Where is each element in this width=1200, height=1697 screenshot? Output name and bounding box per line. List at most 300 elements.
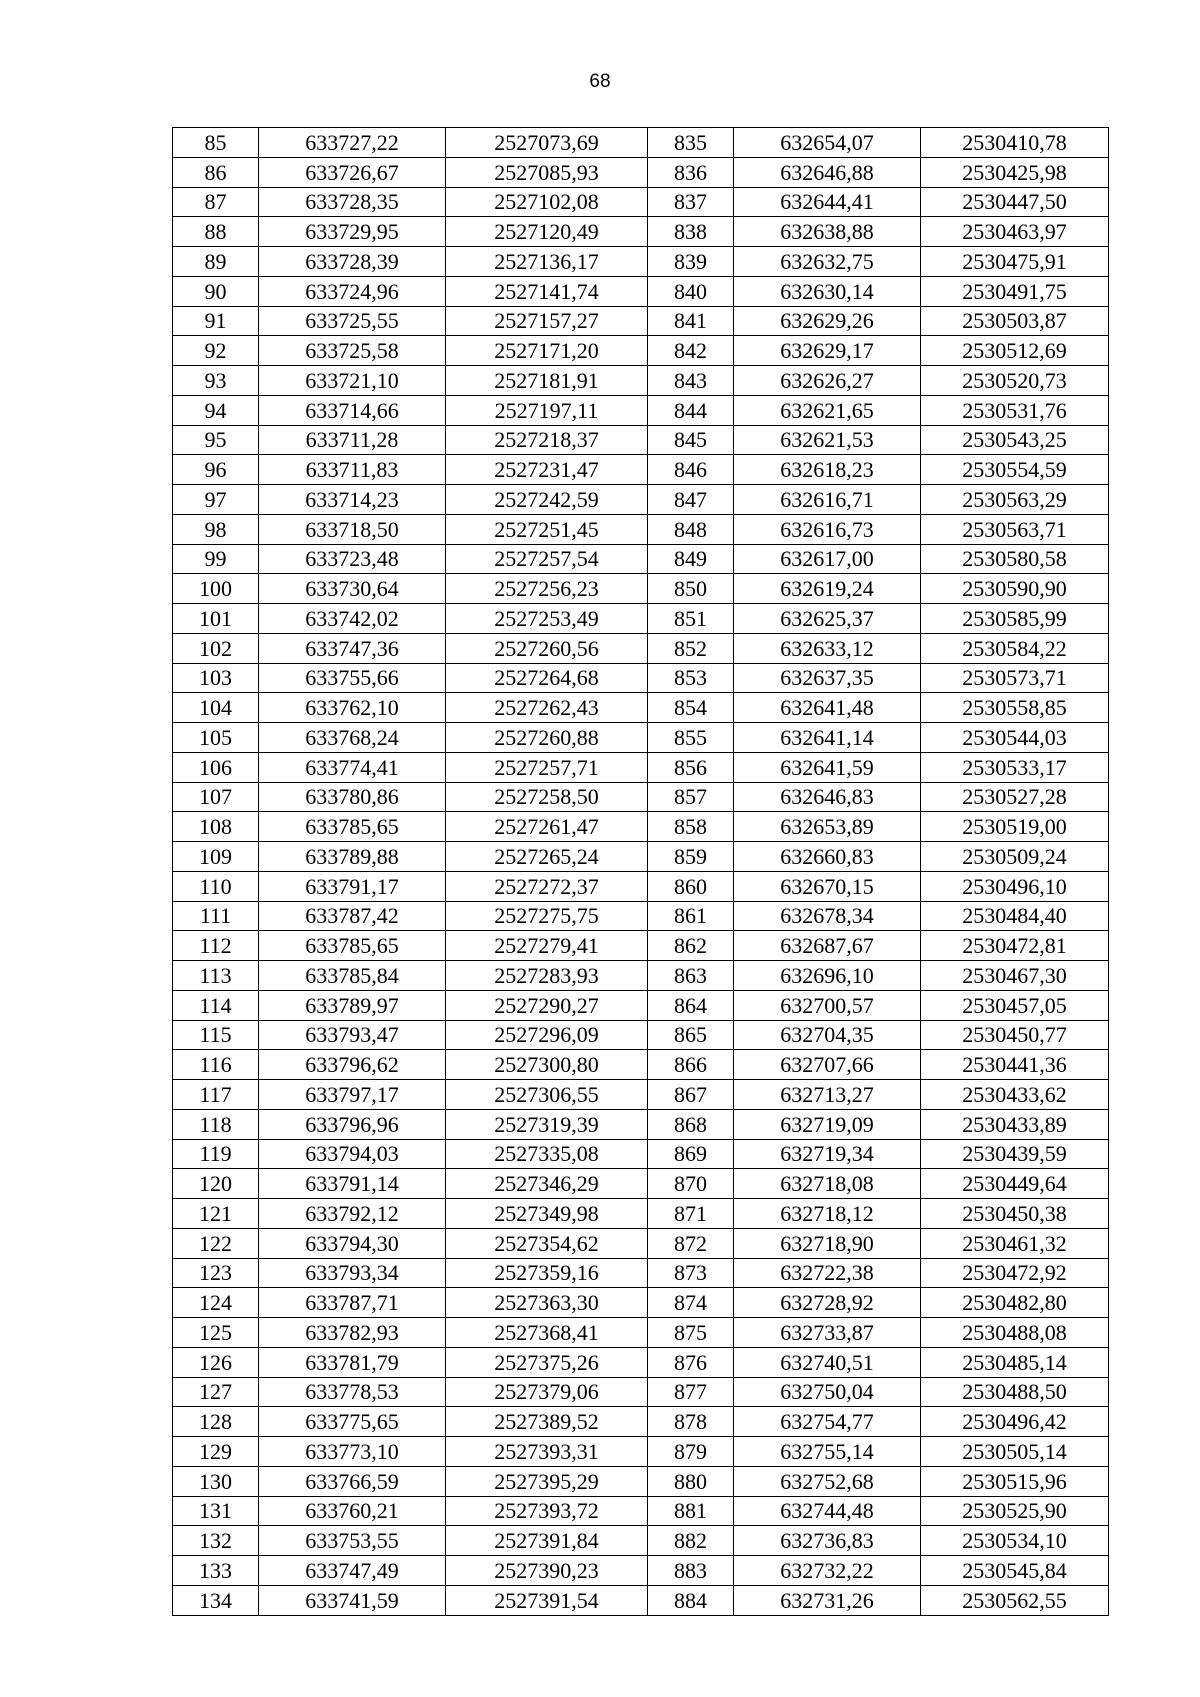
- point-number-cell: 876: [648, 1347, 734, 1377]
- x-coordinate-cell: 632719,09: [734, 1109, 921, 1139]
- y-coordinate-cell: 2530482,80: [921, 1288, 1109, 1318]
- x-coordinate-cell: 632687,67: [734, 931, 921, 961]
- table-row: [173, 276, 1109, 306]
- x-coordinate-cell: 633728,35: [259, 187, 446, 217]
- x-coordinate-cell: 632670,15: [734, 871, 921, 901]
- x-coordinate-cell: 632719,34: [734, 1139, 921, 1169]
- x-coordinate-cell: 633791,17: [259, 871, 446, 901]
- y-coordinate-cell: 2527379,06: [446, 1377, 648, 1407]
- y-coordinate-cell: 2530484,40: [921, 901, 1109, 931]
- x-coordinate-cell: 632696,10: [734, 961, 921, 991]
- x-coordinate-cell: 633789,97: [259, 990, 446, 1020]
- point-number-cell: 125: [173, 1318, 259, 1348]
- point-number-cell: 100: [173, 574, 259, 604]
- y-coordinate-cell: 2527265,24: [446, 842, 648, 872]
- point-number-cell: 105: [173, 723, 259, 753]
- x-coordinate-cell: 632678,34: [734, 901, 921, 931]
- y-coordinate-cell: 2530472,92: [921, 1258, 1109, 1288]
- y-coordinate-cell: 2527319,39: [446, 1109, 648, 1139]
- y-coordinate-cell: 2530563,71: [921, 514, 1109, 544]
- y-coordinate-cell: 2530584,22: [921, 633, 1109, 663]
- y-coordinate-cell: 2527300,80: [446, 1050, 648, 1080]
- y-coordinate-cell: 2527260,88: [446, 723, 648, 753]
- x-coordinate-cell: 632733,87: [734, 1318, 921, 1348]
- x-coordinate-cell: 633718,50: [259, 514, 446, 544]
- x-coordinate-cell: 633793,34: [259, 1258, 446, 1288]
- y-coordinate-cell: 2527260,56: [446, 633, 648, 663]
- x-coordinate-cell: 633753,55: [259, 1526, 446, 1556]
- table-row: [173, 604, 1109, 634]
- y-coordinate-cell: 2530512,69: [921, 336, 1109, 366]
- x-coordinate-cell: 632632,75: [734, 247, 921, 277]
- y-coordinate-cell: 2527393,72: [446, 1496, 648, 1526]
- table-row: [173, 485, 1109, 515]
- point-number-cell: 867: [648, 1080, 734, 1110]
- x-coordinate-cell: 633785,84: [259, 961, 446, 991]
- x-coordinate-cell: 632707,66: [734, 1050, 921, 1080]
- point-number-cell: 85: [173, 128, 259, 158]
- point-number-cell: 836: [648, 157, 734, 187]
- table-row: [173, 1020, 1109, 1050]
- table-row: [173, 812, 1109, 842]
- point-number-cell: 845: [648, 425, 734, 455]
- point-number-cell: 104: [173, 693, 259, 723]
- x-coordinate-cell: 632660,83: [734, 842, 921, 872]
- y-coordinate-cell: 2527141,74: [446, 276, 648, 306]
- x-coordinate-cell: 632752,68: [734, 1466, 921, 1496]
- point-number-cell: 95: [173, 425, 259, 455]
- x-coordinate-cell: 632644,41: [734, 187, 921, 217]
- point-number-cell: 857: [648, 782, 734, 812]
- x-coordinate-cell: 633755,66: [259, 663, 446, 693]
- x-coordinate-cell: 633727,22: [259, 128, 446, 158]
- point-number-cell: 115: [173, 1020, 259, 1050]
- y-coordinate-cell: 2527253,49: [446, 604, 648, 634]
- point-number-cell: 838: [648, 217, 734, 247]
- y-coordinate-cell: 2530441,36: [921, 1050, 1109, 1080]
- y-coordinate-cell: 2527346,29: [446, 1169, 648, 1199]
- x-coordinate-cell: 632619,24: [734, 574, 921, 604]
- y-coordinate-cell: 2530544,03: [921, 723, 1109, 753]
- point-number-cell: 94: [173, 395, 259, 425]
- x-coordinate-cell: 633785,65: [259, 931, 446, 961]
- page-number: 68: [589, 71, 611, 92]
- table-row: [173, 1139, 1109, 1169]
- point-number-cell: 92: [173, 336, 259, 366]
- x-coordinate-cell: 633724,96: [259, 276, 446, 306]
- y-coordinate-cell: 2527251,45: [446, 514, 648, 544]
- y-coordinate-cell: 2530485,14: [921, 1347, 1109, 1377]
- y-coordinate-cell: 2530472,81: [921, 931, 1109, 961]
- point-number-cell: 844: [648, 395, 734, 425]
- y-coordinate-cell: 2530558,85: [921, 693, 1109, 723]
- point-number-cell: 840: [648, 276, 734, 306]
- point-number-cell: 859: [648, 842, 734, 872]
- point-number-cell: 856: [648, 752, 734, 782]
- point-number-cell: 864: [648, 990, 734, 1020]
- y-coordinate-cell: 2527197,11: [446, 395, 648, 425]
- point-number-cell: 111: [173, 901, 259, 931]
- table-row: [173, 633, 1109, 663]
- x-coordinate-cell: 632638,88: [734, 217, 921, 247]
- table-row: [173, 1050, 1109, 1080]
- point-number-cell: 132: [173, 1526, 259, 1556]
- x-coordinate-cell: 633778,53: [259, 1377, 446, 1407]
- x-coordinate-cell: 632626,27: [734, 366, 921, 396]
- x-coordinate-cell: 632718,12: [734, 1199, 921, 1229]
- x-coordinate-cell: 633780,86: [259, 782, 446, 812]
- table-row: [173, 1407, 1109, 1437]
- point-number-cell: 854: [648, 693, 734, 723]
- x-coordinate-cell: 633726,67: [259, 157, 446, 187]
- x-coordinate-cell: 632629,26: [734, 306, 921, 336]
- x-coordinate-cell: 632637,35: [734, 663, 921, 693]
- point-number-cell: 126: [173, 1347, 259, 1377]
- x-coordinate-cell: 632616,73: [734, 514, 921, 544]
- point-number-cell: 848: [648, 514, 734, 544]
- point-number-cell: 846: [648, 455, 734, 485]
- y-coordinate-cell: 2530475,91: [921, 247, 1109, 277]
- table-row: [173, 1080, 1109, 1110]
- table-row: [173, 1526, 1109, 1556]
- point-number-cell: 106: [173, 752, 259, 782]
- y-coordinate-cell: 2530491,75: [921, 276, 1109, 306]
- coordinates-table-body: [173, 128, 1109, 1616]
- point-number-cell: 109: [173, 842, 259, 872]
- x-coordinate-cell: 633797,17: [259, 1080, 446, 1110]
- point-number-cell: 93: [173, 366, 259, 396]
- table-row: [173, 366, 1109, 396]
- point-number-cell: 880: [648, 1466, 734, 1496]
- y-coordinate-cell: 2530533,17: [921, 752, 1109, 782]
- point-number-cell: 839: [648, 247, 734, 277]
- y-coordinate-cell: 2530534,10: [921, 1526, 1109, 1556]
- point-number-cell: 866: [648, 1050, 734, 1080]
- y-coordinate-cell: 2530461,32: [921, 1228, 1109, 1258]
- x-coordinate-cell: 633730,64: [259, 574, 446, 604]
- point-number-cell: 130: [173, 1466, 259, 1496]
- x-coordinate-cell: 632718,90: [734, 1228, 921, 1258]
- table-row: [173, 1258, 1109, 1288]
- x-coordinate-cell: 632722,38: [734, 1258, 921, 1288]
- table-row: [173, 961, 1109, 991]
- y-coordinate-cell: 2530496,10: [921, 871, 1109, 901]
- point-number-cell: 97: [173, 485, 259, 515]
- x-coordinate-cell: 632718,08: [734, 1169, 921, 1199]
- x-coordinate-cell: 633791,14: [259, 1169, 446, 1199]
- point-number-cell: 90: [173, 276, 259, 306]
- table-row: [173, 217, 1109, 247]
- point-number-cell: 116: [173, 1050, 259, 1080]
- point-number-cell: 89: [173, 247, 259, 277]
- x-coordinate-cell: 633787,71: [259, 1288, 446, 1318]
- point-number-cell: 133: [173, 1556, 259, 1586]
- y-coordinate-cell: 2527389,52: [446, 1407, 648, 1437]
- point-number-cell: 850: [648, 574, 734, 604]
- y-coordinate-cell: 2527391,54: [446, 1585, 648, 1615]
- point-number-cell: 103: [173, 663, 259, 693]
- table-row: [173, 1169, 1109, 1199]
- x-coordinate-cell: 632630,14: [734, 276, 921, 306]
- y-coordinate-cell: 2527242,59: [446, 485, 648, 515]
- x-coordinate-cell: 632732,22: [734, 1556, 921, 1586]
- table-row: [173, 990, 1109, 1020]
- table-row: [173, 306, 1109, 336]
- y-coordinate-cell: 2530563,29: [921, 485, 1109, 515]
- x-coordinate-cell: 633725,58: [259, 336, 446, 366]
- point-number-cell: 114: [173, 990, 259, 1020]
- x-coordinate-cell: 633775,65: [259, 1407, 446, 1437]
- point-number-cell: 91: [173, 306, 259, 336]
- x-coordinate-cell: 633728,39: [259, 247, 446, 277]
- x-coordinate-cell: 633725,55: [259, 306, 446, 336]
- y-coordinate-cell: 2530488,08: [921, 1318, 1109, 1348]
- y-coordinate-cell: 2530463,97: [921, 217, 1109, 247]
- y-coordinate-cell: 2527261,47: [446, 812, 648, 842]
- y-coordinate-cell: 2530457,05: [921, 990, 1109, 1020]
- x-coordinate-cell: 633766,59: [259, 1466, 446, 1496]
- table-row: [173, 1228, 1109, 1258]
- table-row: [173, 128, 1109, 158]
- x-coordinate-cell: 633781,79: [259, 1347, 446, 1377]
- point-number-cell: 131: [173, 1496, 259, 1526]
- table-row: [173, 1347, 1109, 1377]
- x-coordinate-cell: 633714,23: [259, 485, 446, 515]
- y-coordinate-cell: 2527264,68: [446, 663, 648, 693]
- table-row: [173, 544, 1109, 574]
- y-coordinate-cell: 2527354,62: [446, 1228, 648, 1258]
- x-coordinate-cell: 633773,10: [259, 1437, 446, 1467]
- table-row: [173, 425, 1109, 455]
- x-coordinate-cell: 632654,07: [734, 128, 921, 158]
- y-coordinate-cell: 2530580,58: [921, 544, 1109, 574]
- x-coordinate-cell: 632740,51: [734, 1347, 921, 1377]
- point-number-cell: 127: [173, 1377, 259, 1407]
- point-number-cell: 122: [173, 1228, 259, 1258]
- table-row: [173, 1437, 1109, 1467]
- y-coordinate-cell: 2530449,64: [921, 1169, 1109, 1199]
- y-coordinate-cell: 2530543,25: [921, 425, 1109, 455]
- table-row: [173, 1585, 1109, 1615]
- point-number-cell: 129: [173, 1437, 259, 1467]
- x-coordinate-cell: 633711,28: [259, 425, 446, 455]
- y-coordinate-cell: 2527335,08: [446, 1139, 648, 1169]
- point-number-cell: 881: [648, 1496, 734, 1526]
- point-number-cell: 835: [648, 128, 734, 158]
- point-number-cell: 870: [648, 1169, 734, 1199]
- point-number-cell: 872: [648, 1228, 734, 1258]
- table-row: [173, 901, 1109, 931]
- y-coordinate-cell: 2530527,28: [921, 782, 1109, 812]
- y-coordinate-cell: 2530433,89: [921, 1109, 1109, 1139]
- x-coordinate-cell: 633721,10: [259, 366, 446, 396]
- table-row: [173, 1496, 1109, 1526]
- x-coordinate-cell: 633741,59: [259, 1585, 446, 1615]
- point-number-cell: 117: [173, 1080, 259, 1110]
- table-row: [173, 1466, 1109, 1496]
- point-number-cell: 101: [173, 604, 259, 634]
- x-coordinate-cell: 633774,41: [259, 752, 446, 782]
- x-coordinate-cell: 632646,88: [734, 157, 921, 187]
- point-number-cell: 869: [648, 1139, 734, 1169]
- x-coordinate-cell: 632744,48: [734, 1496, 921, 1526]
- x-coordinate-cell: 632618,23: [734, 455, 921, 485]
- point-number-cell: 843: [648, 366, 734, 396]
- point-number-cell: 119: [173, 1139, 259, 1169]
- y-coordinate-cell: 2530410,78: [921, 128, 1109, 158]
- point-number-cell: 884: [648, 1585, 734, 1615]
- x-coordinate-cell: 633794,03: [259, 1139, 446, 1169]
- point-number-cell: 96: [173, 455, 259, 485]
- table-row: [173, 1556, 1109, 1586]
- point-number-cell: 87: [173, 187, 259, 217]
- point-number-cell: 110: [173, 871, 259, 901]
- table-row: [173, 752, 1109, 782]
- y-coordinate-cell: 2530573,71: [921, 663, 1109, 693]
- point-number-cell: 868: [648, 1109, 734, 1139]
- point-number-cell: 124: [173, 1288, 259, 1318]
- point-number-cell: 88: [173, 217, 259, 247]
- x-coordinate-cell: 632700,57: [734, 990, 921, 1020]
- y-coordinate-cell: 2530425,98: [921, 157, 1109, 187]
- point-number-cell: 875: [648, 1318, 734, 1348]
- x-coordinate-cell: 632641,14: [734, 723, 921, 753]
- x-coordinate-cell: 632754,77: [734, 1407, 921, 1437]
- y-coordinate-cell: 2527363,30: [446, 1288, 648, 1318]
- x-coordinate-cell: 632736,83: [734, 1526, 921, 1556]
- y-coordinate-cell: 2527257,54: [446, 544, 648, 574]
- x-coordinate-cell: 633793,47: [259, 1020, 446, 1050]
- y-coordinate-cell: 2527391,84: [446, 1526, 648, 1556]
- x-coordinate-cell: 633742,02: [259, 604, 446, 634]
- point-number-cell: 879: [648, 1437, 734, 1467]
- y-coordinate-cell: 2530562,55: [921, 1585, 1109, 1615]
- point-number-cell: 128: [173, 1407, 259, 1437]
- y-coordinate-cell: 2527120,49: [446, 217, 648, 247]
- point-number-cell: 878: [648, 1407, 734, 1437]
- x-coordinate-cell: 632641,48: [734, 693, 921, 723]
- table-row: [173, 187, 1109, 217]
- y-coordinate-cell: 2530520,73: [921, 366, 1109, 396]
- point-number-cell: 865: [648, 1020, 734, 1050]
- x-coordinate-cell: 632616,71: [734, 485, 921, 515]
- y-coordinate-cell: 2527258,50: [446, 782, 648, 812]
- x-coordinate-cell: 633714,66: [259, 395, 446, 425]
- table-row: [173, 336, 1109, 366]
- point-number-cell: 99: [173, 544, 259, 574]
- point-number-cell: 113: [173, 961, 259, 991]
- y-coordinate-cell: 2527368,41: [446, 1318, 648, 1348]
- point-number-cell: 862: [648, 931, 734, 961]
- point-number-cell: 847: [648, 485, 734, 515]
- y-coordinate-cell: 2527102,08: [446, 187, 648, 217]
- x-coordinate-cell: 632621,53: [734, 425, 921, 455]
- point-number-cell: 851: [648, 604, 734, 634]
- table-row: [173, 1199, 1109, 1229]
- table-row: [173, 514, 1109, 544]
- x-coordinate-cell: 633760,21: [259, 1496, 446, 1526]
- point-number-cell: 858: [648, 812, 734, 842]
- y-coordinate-cell: 2530467,30: [921, 961, 1109, 991]
- table-row: [173, 782, 1109, 812]
- table-row: [173, 663, 1109, 693]
- point-number-cell: 107: [173, 782, 259, 812]
- x-coordinate-cell: 633789,88: [259, 842, 446, 872]
- x-coordinate-cell: 632633,12: [734, 633, 921, 663]
- y-coordinate-cell: 2530433,62: [921, 1080, 1109, 1110]
- point-number-cell: 121: [173, 1199, 259, 1229]
- y-coordinate-cell: 2527218,37: [446, 425, 648, 455]
- table-row: [173, 1318, 1109, 1348]
- point-number-cell: 108: [173, 812, 259, 842]
- y-coordinate-cell: 2527359,16: [446, 1258, 648, 1288]
- point-number-cell: 112: [173, 931, 259, 961]
- point-number-cell: 841: [648, 306, 734, 336]
- table-row: [173, 157, 1109, 187]
- x-coordinate-cell: 633762,10: [259, 693, 446, 723]
- y-coordinate-cell: 2527375,26: [446, 1347, 648, 1377]
- x-coordinate-cell: 633796,96: [259, 1109, 446, 1139]
- y-coordinate-cell: 2530447,50: [921, 187, 1109, 217]
- y-coordinate-cell: 2527306,55: [446, 1080, 648, 1110]
- table-row: [173, 395, 1109, 425]
- x-coordinate-cell: 633785,65: [259, 812, 446, 842]
- x-coordinate-cell: 632621,65: [734, 395, 921, 425]
- y-coordinate-cell: 2527171,20: [446, 336, 648, 366]
- table-row: [173, 455, 1109, 485]
- point-number-cell: 877: [648, 1377, 734, 1407]
- y-coordinate-cell: 2527279,41: [446, 931, 648, 961]
- point-number-cell: 842: [648, 336, 734, 366]
- y-coordinate-cell: 2530450,77: [921, 1020, 1109, 1050]
- x-coordinate-cell: 632617,00: [734, 544, 921, 574]
- x-coordinate-cell: 632704,35: [734, 1020, 921, 1050]
- y-coordinate-cell: 2527256,23: [446, 574, 648, 604]
- x-coordinate-cell: 632731,26: [734, 1585, 921, 1615]
- y-coordinate-cell: 2530531,76: [921, 395, 1109, 425]
- y-coordinate-cell: 2527085,93: [446, 157, 648, 187]
- table-row: [173, 1288, 1109, 1318]
- x-coordinate-cell: 632750,04: [734, 1377, 921, 1407]
- x-coordinate-cell: 632641,59: [734, 752, 921, 782]
- y-coordinate-cell: 2530585,99: [921, 604, 1109, 634]
- table-row: [173, 842, 1109, 872]
- y-coordinate-cell: 2530496,42: [921, 1407, 1109, 1437]
- point-number-cell: 873: [648, 1258, 734, 1288]
- x-coordinate-cell: 633792,12: [259, 1199, 446, 1229]
- x-coordinate-cell: 633796,62: [259, 1050, 446, 1080]
- point-number-cell: 123: [173, 1258, 259, 1288]
- y-coordinate-cell: 2527272,37: [446, 871, 648, 901]
- y-coordinate-cell: 2530439,59: [921, 1139, 1109, 1169]
- y-coordinate-cell: 2530503,87: [921, 306, 1109, 336]
- x-coordinate-cell: 632625,37: [734, 604, 921, 634]
- table-row: [173, 1377, 1109, 1407]
- y-coordinate-cell: 2530519,00: [921, 812, 1109, 842]
- x-coordinate-cell: 633768,24: [259, 723, 446, 753]
- point-number-cell: 102: [173, 633, 259, 663]
- y-coordinate-cell: 2530515,96: [921, 1466, 1109, 1496]
- y-coordinate-cell: 2530554,59: [921, 455, 1109, 485]
- point-number-cell: 874: [648, 1288, 734, 1318]
- x-coordinate-cell: 633787,42: [259, 901, 446, 931]
- table-row: [173, 931, 1109, 961]
- point-number-cell: 86: [173, 157, 259, 187]
- y-coordinate-cell: 2527262,43: [446, 693, 648, 723]
- y-coordinate-cell: 2527283,93: [446, 961, 648, 991]
- point-number-cell: 861: [648, 901, 734, 931]
- y-coordinate-cell: 2527157,27: [446, 306, 648, 336]
